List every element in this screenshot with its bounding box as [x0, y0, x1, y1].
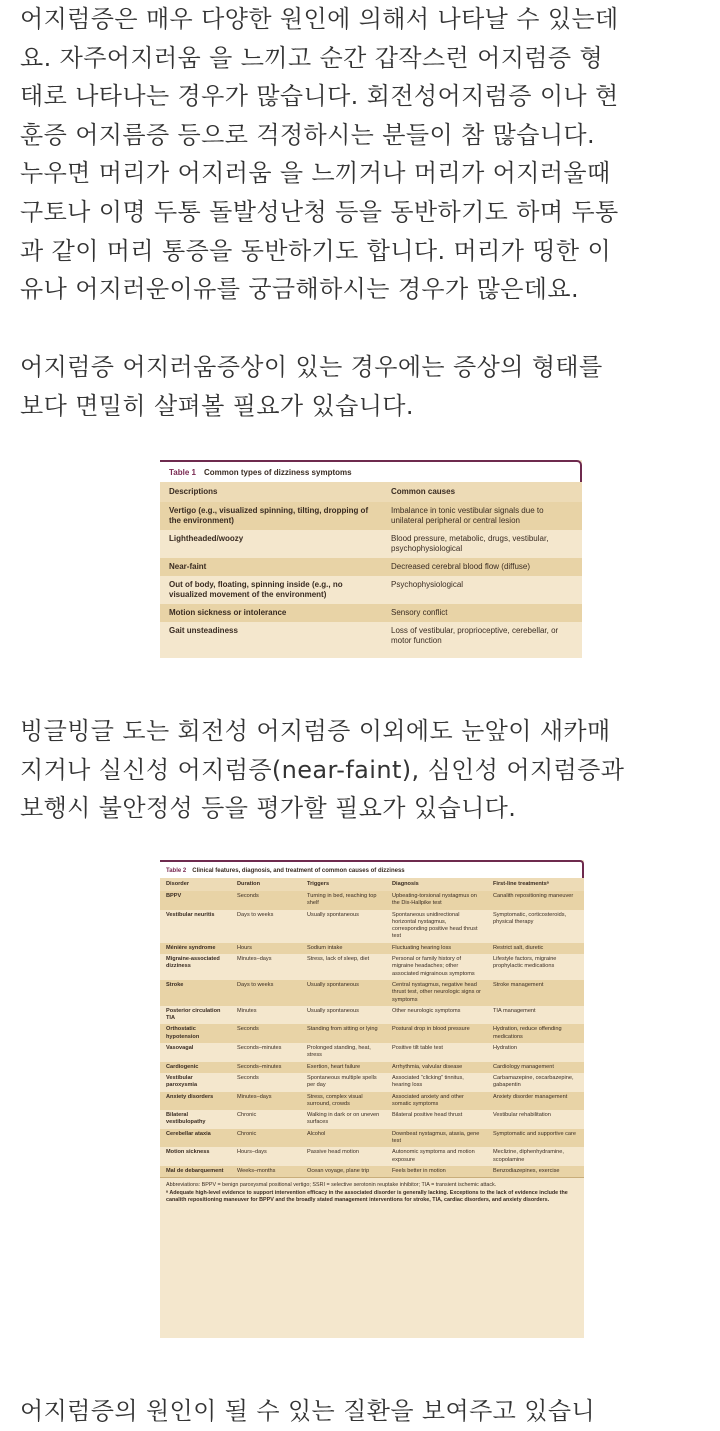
table-cell-description: Gait unsteadiness — [169, 626, 238, 635]
table-cell-diagnosis: Associated anxiety and other somatic symptoms — [386, 1092, 487, 1111]
paragraph-causes — [20, 1392, 720, 1431]
table-cell-disorder: Bilateral vestibulopathy — [166, 1112, 206, 1126]
table-cell-duration: Minutes–days — [231, 1092, 301, 1111]
table2-title: Clinical features, diagnosis, and treatment of common causes of dizziness — [192, 868, 405, 874]
paragraph-line: 요. 자주어지러움 을 느끼고 순간 갑작스런 어지럼증 형 — [20, 43, 604, 72]
table-cell-diagnosis: Spontaneous unidirectional horizontal nystagmus, corresponding positive head thrust test — [392, 911, 478, 940]
table-cell-triggers: Prolonged standing, heat, stress — [307, 1045, 371, 1059]
table-cell-treatment: Restrict salt, diuretic — [487, 943, 584, 954]
table-cell-duration: Seconds–minutes — [237, 1045, 282, 1052]
table-cell-treatment: Lifestyle factors, migraine prophylactic medications — [493, 956, 557, 970]
table-cell-cause: Imbalance in tonic vestibular signals due to unilateral peripheral or central lesion — [382, 502, 582, 530]
table-cell-duration: Minutes–days — [237, 956, 272, 963]
table-cell-treatment: Symptomatic and supportive care — [487, 1129, 584, 1148]
paragraph-line: 누우면 머리가 어지러움 을 느끼거나 머리가 어지러울때 — [20, 159, 611, 188]
table-row — [160, 1147, 584, 1166]
table2-caption — [160, 860, 584, 878]
table-cell-disorder: Cardiogenic — [160, 1062, 231, 1073]
table-cell-duration: Days to weeks — [231, 980, 301, 1006]
table-row — [160, 530, 582, 558]
table-cell-triggers: Sodium intake — [301, 943, 386, 954]
table-cell-triggers: Turning in bed, reaching top shelf — [301, 891, 386, 910]
table-cell-triggers: Spontaneous multiple spells per day — [307, 1074, 377, 1089]
table-cell-triggers: Exertion, heart failure — [301, 1062, 386, 1073]
table-cell-treatment: Hydration — [493, 1045, 517, 1052]
table-cell-diagnosis: Upbeating-torsional nystagmus on the Dix-Hallpike test — [386, 891, 487, 910]
table-cell-triggers: Ocean voyage, plane trip — [301, 1166, 386, 1177]
paragraph-line: 보행시 불안정성 등을 평가할 필요가 있습니다. — [20, 794, 517, 823]
table-cell-triggers: Stress, lack of sleep, diet — [307, 956, 370, 963]
table-cell-triggers: Walking in dark or on uneven surfaces — [307, 1112, 380, 1126]
table1-caption — [160, 460, 582, 482]
table-row — [160, 1062, 584, 1073]
table-cell-disorder: Migraine-associated dizziness — [166, 956, 220, 970]
table-cell-diagnosis: Autonomic symptoms and motion exposure — [392, 1149, 475, 1163]
table-cell-disorder: Motion sickness — [166, 1149, 210, 1156]
paragraph-intro — [20, 0, 720, 309]
table-cell-diagnosis: Fluctuating hearing loss — [386, 943, 487, 954]
table-row — [160, 954, 584, 980]
table2-header-treatments: First-line treatmentsᵃ — [487, 878, 584, 891]
table1-header-descriptions: Descriptions — [160, 482, 382, 502]
table2 — [160, 878, 584, 1177]
table-cell-diagnosis: Personal or family history of migraine headaches; other associated migrainous symptoms — [392, 956, 475, 977]
table2-footnote: ᵃ Adequate high-level evidence to support intervention efficacy in the associated disorder is generally lacking. Exceptions to the lack of evidence include the canalith repositioning maneuver for BPPV and the broadly stated management interventions for stroke, TIA, cardiac disorders, and anxiety disorders. — [166, 1189, 568, 1204]
table-cell-disorder: Anxiety disorders — [160, 1092, 231, 1111]
table-cell-description: Vertigo (e.g., visualized spinning, tilting, dropping of the environment) — [160, 502, 382, 530]
table-row — [160, 980, 584, 1006]
table-cell-treatment: Meclizine, diphenhydramine, scopolamine — [493, 1149, 564, 1163]
table-cell-duration: Chronic — [237, 1112, 257, 1119]
table-cell-treatment: TIA management — [493, 1007, 536, 1014]
table-row — [160, 1166, 584, 1177]
table-cell-treatment: Carbamazepine, oxcarbazepine, gabapentin — [493, 1074, 574, 1089]
table2-label: Table 2 — [166, 868, 187, 874]
table2-figure — [160, 860, 584, 1338]
table1 — [160, 482, 582, 650]
table-cell-diagnosis: Arrhythmia, valvular disease — [386, 1062, 487, 1073]
table-cell-duration: Hours — [231, 943, 301, 954]
table-cell-cause: Sensory conflict — [382, 604, 582, 622]
table-cell-cause: Loss of vestibular, proprioceptive, cerebellar, or motor function — [391, 626, 559, 645]
table-cell-disorder: Cerebellar ataxia — [160, 1129, 231, 1148]
table-cell-treatment: Anxiety disorder management — [487, 1092, 584, 1111]
paragraph-line: 어지럼증은 매우 다양한 원인에 의해서 나타날 수 있는데 — [20, 5, 619, 33]
paragraph-line: 보다 면밀히 살펴볼 필요가 있습니다. — [20, 391, 414, 420]
table-cell-diagnosis: Associated “clicking” tinnitus, hearing loss — [392, 1074, 464, 1089]
table-cell-triggers: Standing from sitting or lying — [301, 1024, 386, 1043]
table2-header-duration: Duration — [231, 878, 301, 891]
table-cell-duration: Seconds–minutes — [231, 1062, 301, 1073]
table-cell-disorder: Ménière syndrome — [160, 943, 231, 954]
table-cell-description: Out of body, floating, spinning inside (e.g., no visualized movement of the environment) — [169, 580, 343, 599]
table-cell-treatment: Benzodiazepines, exercise — [487, 1166, 584, 1177]
table-row — [160, 604, 582, 622]
paragraph-line: 어지럼증의 원인이 될 수 있는 질환을 보여주고 있습니 — [20, 1397, 596, 1425]
table-row — [160, 943, 584, 954]
paragraph-symptom-form — [20, 348, 720, 425]
table-cell-treatment: Vestibular rehabilitation — [493, 1112, 551, 1119]
table-cell-treatment: Symptomatic, corticosteroids, physical therapy — [493, 911, 567, 925]
table-cell-disorder: Vasovagal — [166, 1045, 194, 1052]
table-cell-treatment: Stroke management — [487, 980, 584, 1006]
table-row — [160, 622, 582, 650]
paragraph-line: 훈증 어지름증 등으로 걱정하시는 분들이 참 많습니다. — [20, 120, 596, 149]
paragraph-line: 과 같이 머리 통증을 동반하기도 합니다. 머리가 띵한 이 — [20, 236, 612, 265]
table-row — [160, 1024, 584, 1043]
table-row — [160, 1006, 584, 1025]
table-cell-diagnosis: Central nystagmus, negative head thrust test, other neurologic signs or symptoms — [386, 980, 487, 1006]
table1-title: Common types of dizziness symptoms — [203, 468, 352, 477]
paragraph-line: 빙글빙글 도는 회전성 어지럼증 이외에도 눈앞이 새카매 — [20, 717, 611, 745]
paragraph-line: 지거나 실신성 어지럼증(near-faint), 심인성 어지럼증과 — [20, 755, 625, 784]
table-cell-duration: Days to weeks — [237, 911, 274, 918]
table1-header-causes: Common causes — [382, 482, 582, 502]
table-cell-triggers: Usually spontaneous — [307, 911, 359, 918]
table-cell-description: Lightheaded/woozy — [169, 534, 244, 543]
table-cell-cause: Blood pressure, metabolic, drugs, vestibular, psychophysiological — [391, 534, 549, 553]
table-row — [160, 1129, 584, 1148]
table-cell-duration: Chronic — [231, 1129, 301, 1148]
table-cell-treatment: Cardiology management — [487, 1062, 584, 1073]
table-cell-disorder: Posterior circulation TIA — [166, 1007, 221, 1022]
table-cell-triggers: Passive head motion — [307, 1149, 359, 1156]
table-cell-treatment: Hydration, reduce offending medications — [487, 1024, 584, 1043]
table2-header-diagnosis: Diagnosis — [386, 878, 487, 891]
table1-figure — [160, 460, 582, 658]
table-row — [160, 1073, 584, 1092]
table-cell-diagnosis: Postural drop in blood pressure — [386, 1024, 487, 1043]
table2-body — [160, 891, 584, 1177]
table-row — [160, 891, 584, 910]
table-cell-disorder: Vestibular paroxysmia — [166, 1074, 198, 1089]
table-row — [160, 558, 582, 576]
paragraph-other-types — [20, 712, 720, 828]
table-cell-duration: Minutes — [237, 1007, 257, 1014]
table1-body — [160, 502, 582, 650]
table-cell-disorder: Stroke — [160, 980, 231, 1006]
table-cell-cause: Psychophysiological — [391, 580, 464, 589]
table-cell-triggers: Usually spontaneous — [301, 980, 386, 1006]
table-cell-diagnosis: Feels better in motion — [386, 1166, 487, 1177]
table-cell-duration: Seconds — [231, 1024, 301, 1043]
table2-abbreviations: Abbreviations: BPPV = benign paroxysmal positional vertigo; SSRI = selective serotonin reuptake inhibitor; TIA = transient ischemic attack. — [166, 1182, 497, 1189]
table-row — [160, 576, 582, 604]
paragraph-line: 유나 어지러운이유를 궁금해하시는 경우가 많은데요. — [20, 275, 579, 304]
table-cell-cause: Decreased cerebral blood flow (diffuse) — [382, 558, 582, 576]
table-cell-treatment: Canalith repositioning maneuver — [487, 891, 584, 910]
table-row — [160, 1043, 584, 1062]
table-cell-diagnosis: Downbeat nystagmus, ataxia, gene test — [386, 1129, 487, 1148]
table-cell-disorder: Mal de debarquement — [160, 1166, 231, 1177]
table-row — [160, 1092, 584, 1111]
table-cell-disorder: BPPV — [160, 891, 231, 910]
table1-label: Table 1 — [169, 468, 196, 477]
paragraph-line: 태로 나타나는 경우가 많습니다. 회전성어지럼증 이나 현 — [20, 82, 619, 111]
table-cell-triggers: Usually spontaneous — [307, 1007, 359, 1014]
paragraph-line: 구토나 이명 두통 돌발성난청 등을 동반하기도 하며 두통 — [20, 197, 619, 226]
table2-header-disorder: Disorder — [160, 878, 231, 891]
table-cell-duration: Seconds — [237, 1074, 259, 1081]
table-cell-duration: Weeks–months — [231, 1166, 301, 1177]
table-cell-duration: Seconds — [231, 891, 301, 910]
table-row — [160, 502, 582, 530]
table2-header-triggers: Triggers — [301, 878, 386, 891]
table-cell-triggers: Stress, complex visual surround, crowds — [301, 1092, 386, 1111]
table-cell-duration: Hours–days — [237, 1149, 267, 1156]
table-cell-description: Motion sickness or intolerance — [160, 604, 382, 622]
table2-notes — [160, 1177, 584, 1204]
table-cell-description: Near-faint — [160, 558, 382, 576]
table-cell-disorder: Orthostatic hypotension — [160, 1024, 231, 1043]
table-cell-disorder: Vestibular neuritis — [166, 911, 215, 918]
table-row — [160, 1110, 584, 1129]
table-cell-diagnosis: Bilateral positive head thrust — [392, 1112, 463, 1119]
table-cell-diagnosis: Other neurologic symptoms — [392, 1007, 461, 1014]
table-cell-triggers: Alcohol — [301, 1129, 386, 1148]
table-cell-diagnosis: Positive tilt table test — [392, 1045, 443, 1052]
paragraph-line: 어지럼증 어지러움증상이 있는 경우에는 증상의 형태를 — [20, 353, 603, 381]
table-row — [160, 910, 584, 943]
